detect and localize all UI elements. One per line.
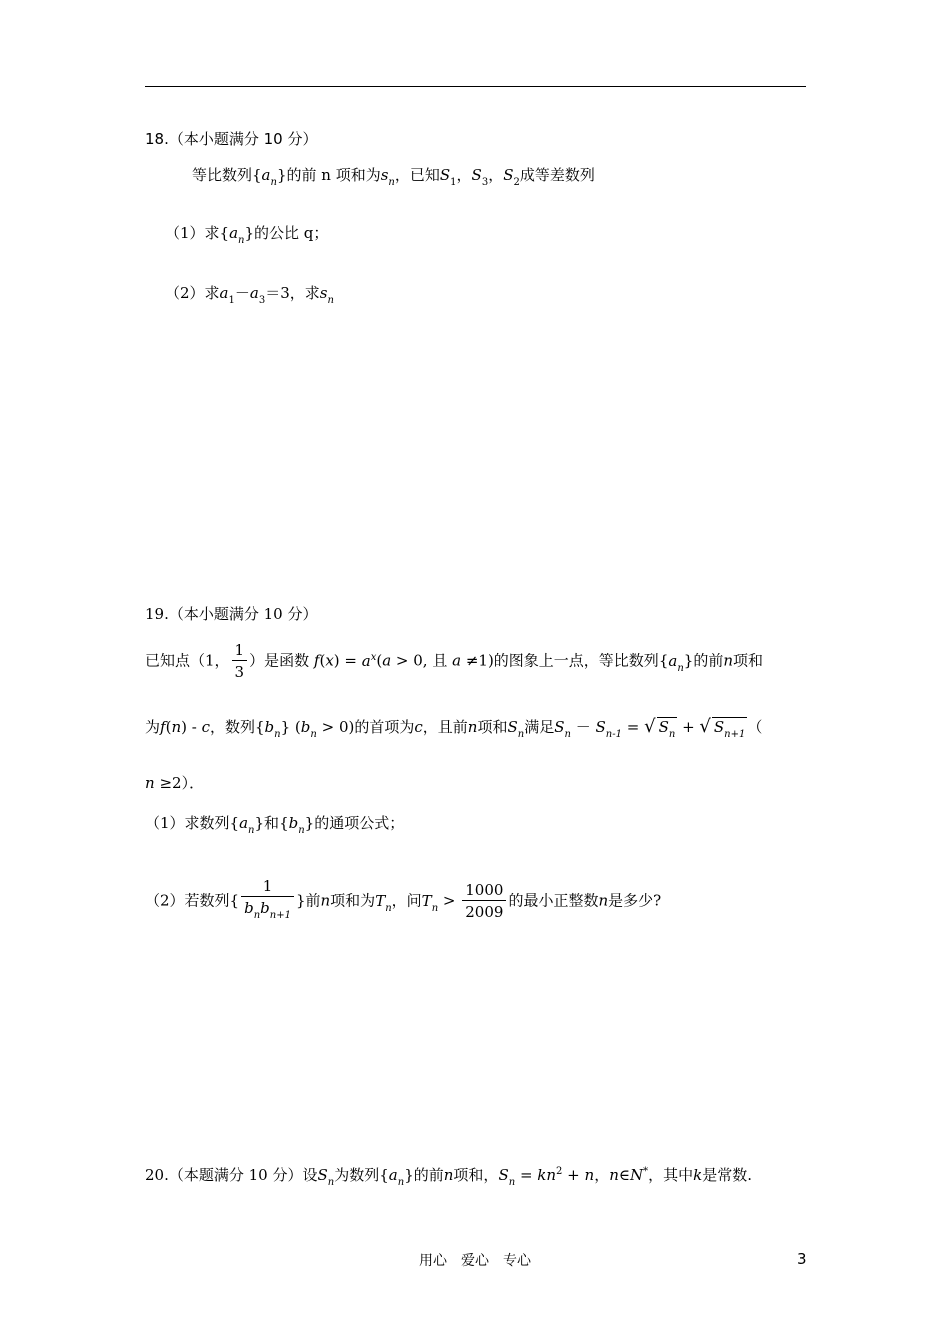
q18-part2: （2）求$a_1-a_3=3$，求$s_n$: [165, 284, 334, 306]
page-number: 3: [797, 1250, 807, 1268]
q19-part1: （1）求数列$\{a_n\}$和$\{b_n\}$的通项公式；: [145, 814, 405, 836]
q19-header: 19.（本小题满分 10 分）: [145, 605, 318, 623]
q19-line3: n ≥2）．: [145, 774, 205, 792]
q19-line2: 为f(n) - c，数列$\{b_n\} (b_n > 0)$的首项为c，且前n项和$S_n$满足$S_n - S_{n-1}$ = √ $S_n$ + √ $S_{n+1}$ （: [145, 716, 763, 740]
q18-stem: 等比数列$\{a_n\}$的前 n 项和为$s_n$，已知$S_1$，$S_3$，$S_2$成等差数列: [192, 166, 595, 188]
q19-part2: （2）若数列{ $\frac{1}{b_nb_{n+1}}$ }前n项和为$T_n$，问$T_n$ > $\frac{1000}{2009}$ 的最小正整数n是多少?: [145, 877, 662, 921]
q19-line1: 已知点（1， $\frac{1}{3}$ ）是函数 $f(x) = a^x(a > 0$, 且 a ≠1)的图象上一点，等比数列$\{a_n\}$的前n项和: [145, 641, 764, 681]
q18-part1: （1）求$\{a_n\}$的公比 q；: [165, 224, 329, 246]
q20-line: 20.（本题满分 10 分）设$S_n$为数列$\{a_n\}$的前n项和，$S_n = kn^2 + n$，n∈N*，其中k是常数.: [145, 1166, 752, 1188]
header-rule: [145, 86, 806, 87]
q18-header: 18.（本小题满分 10 分）: [145, 130, 318, 148]
page-footer: 用心 爱心 专心: [419, 1253, 531, 1269]
